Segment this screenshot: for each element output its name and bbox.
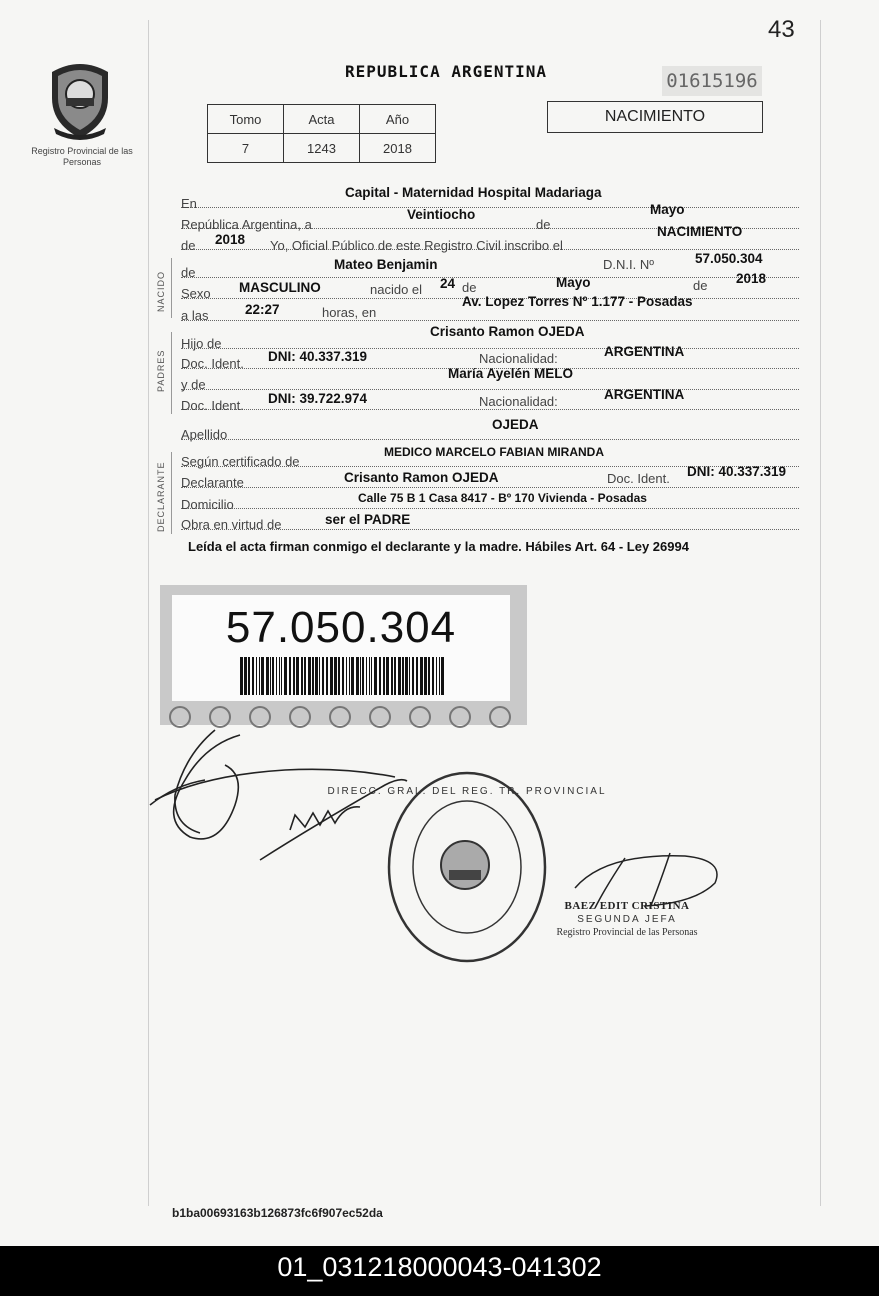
official-office: Registro Provincial de las Personas [556,927,698,938]
label-dni: D.N.I. Nº [603,257,654,272]
footer-document-id: 01_031218000043-041302 [0,1246,879,1296]
label-y-de: y de [181,377,206,392]
value-madre-nac: ARGENTINA [604,387,685,402]
label-obra: Obra en virtud de [181,517,282,532]
value-declarante: Crisanto Ramon OJEDA [344,470,499,485]
side-label-declarante: DECLARANTE [156,461,166,532]
label-nacionalidad-madre: Nacionalidad: [479,394,558,409]
act-type-box: NACIMIENTO [547,101,763,133]
label-nacido-el: nacido el [370,282,423,297]
page-number: 43 [768,16,795,43]
dotted-line [181,439,799,440]
value-dia-nac: 24 [440,276,456,291]
official-seal-stamp [327,770,607,965]
value-hora: 22:27 [245,302,280,317]
label-a-las: a las [181,308,209,323]
value-lugar-nac: Av. Lopez Torres Nº 1.177 - Posadas [462,294,693,309]
country-heading: REPUBLICA ARGENTINA [345,62,548,81]
value-certificado: MEDICO MARCELO FABIAN MIRANDA [384,445,604,459]
value-declarante-doc: DNI: 40.337.319 [687,464,787,479]
provincial-coat-of-arms-logo [44,58,116,140]
value-tipo-acta: NACIMIENTO [657,224,743,239]
registry-value-tomo: 7 [208,134,284,163]
dotted-line [181,487,799,488]
dni-sticker-number: 57.050.304 [225,603,457,652]
label-doc-ident-declarante: Doc. Ident. [607,471,670,486]
value-padre: Crisanto Ramon OJEDA [430,324,585,339]
right-margin-line [820,20,821,1206]
value-mes-nac: Mayo [556,275,591,290]
logo-caption: Registro Provincial de las Personas [31,146,133,167]
section-divider [171,258,172,318]
closing-text: Leída el acta firman conmigo el declarante y la madre. Hábiles Art. 64 - Ley 26994 [188,539,689,554]
label-yo-oficial: Yo, Oficial Público de este Registro Civil inscribo el [270,238,563,253]
svg-text:DIRECC. GRAL. DEL REG. TR. PRO: DIRECC. GRAL. DEL REG. TR. PROVINCIAL [327,786,607,797]
official-title: SEGUNDA JEFA [577,914,677,925]
label-segun: Según certificado de [181,454,300,469]
value-mes: Mayo [650,202,685,217]
dni-sticker-inner [172,595,510,701]
label-sexo: Sexo [181,286,211,301]
value-domicilio: Calle 75 B 1 Casa 8417 - Bº 170 Vivienda - Posadas [358,491,647,505]
dni-sticker [160,585,527,725]
label-doc-ident-madre: Doc. Ident. [181,398,244,413]
document-hash: b1ba00693163b126873fc6f907ec52da [172,1206,383,1220]
section-divider [171,332,172,414]
value-madre: María Ayelén MELO [448,366,574,381]
label-de-nombre: de [181,265,196,280]
dotted-line [181,508,799,509]
label-republica: República Argentina, a [181,217,312,232]
label-de-2: de [693,278,708,293]
value-sexo: MASCULINO [239,280,321,295]
registry-table [207,104,436,163]
registry-value-acta: 1243 [284,134,360,163]
label-de-mes: de [536,217,551,232]
value-nombre: Mateo Benjamin [334,257,438,272]
registry-header-anio: Año [360,105,436,134]
label-en: En [181,196,197,211]
dotted-line [181,389,799,390]
official-name: BAEZ EDIT CRISTINA [564,900,690,912]
value-apellido: OJEDA [492,417,539,432]
value-obra: ser el PADRE [325,512,411,527]
label-apellido: Apellido [181,427,228,442]
label-nacionalidad-padre: Nacionalidad: [479,351,558,366]
value-anio: 2018 [215,232,246,247]
value-lugar: Capital - Maternidad Hospital Madariaga [345,185,602,200]
registry-header-acta: Acta [284,105,360,134]
dotted-line [181,320,799,321]
label-doc-ident-padre: Doc. Ident. [181,356,244,371]
value-padre-doc: DNI: 40.337.319 [268,349,368,364]
value-anio-nac: 2018 [736,271,767,286]
official-block [532,900,722,938]
label-hijo-de: Hijo de [181,336,222,351]
value-madre-doc: DNI: 39.722.974 [268,391,368,406]
serial-number: 01615196 [662,66,762,96]
label-de-1: de [462,280,477,295]
side-label-nacido: NACIDO [156,270,166,312]
section-divider [171,452,172,534]
sticker-pattern-icon [160,703,527,725]
dotted-line [181,207,799,208]
label-de-anio: de [181,238,196,253]
label-declarante: Declarante [181,475,244,490]
label-domicilio: Domicilio [181,497,234,512]
registry-value-anio: 2018 [360,134,436,163]
dotted-line [181,409,799,410]
registry-header-tomo: Tomo [208,105,284,134]
value-dni: 57.050.304 [695,251,763,266]
side-label-padres: PADRES [156,349,166,392]
label-horas-en: horas, en [322,305,377,320]
barcode [240,657,450,695]
value-dia-texto: Veintiocho [407,207,476,222]
value-padre-nac: ARGENTINA [604,344,685,359]
left-margin-line [148,20,149,1206]
